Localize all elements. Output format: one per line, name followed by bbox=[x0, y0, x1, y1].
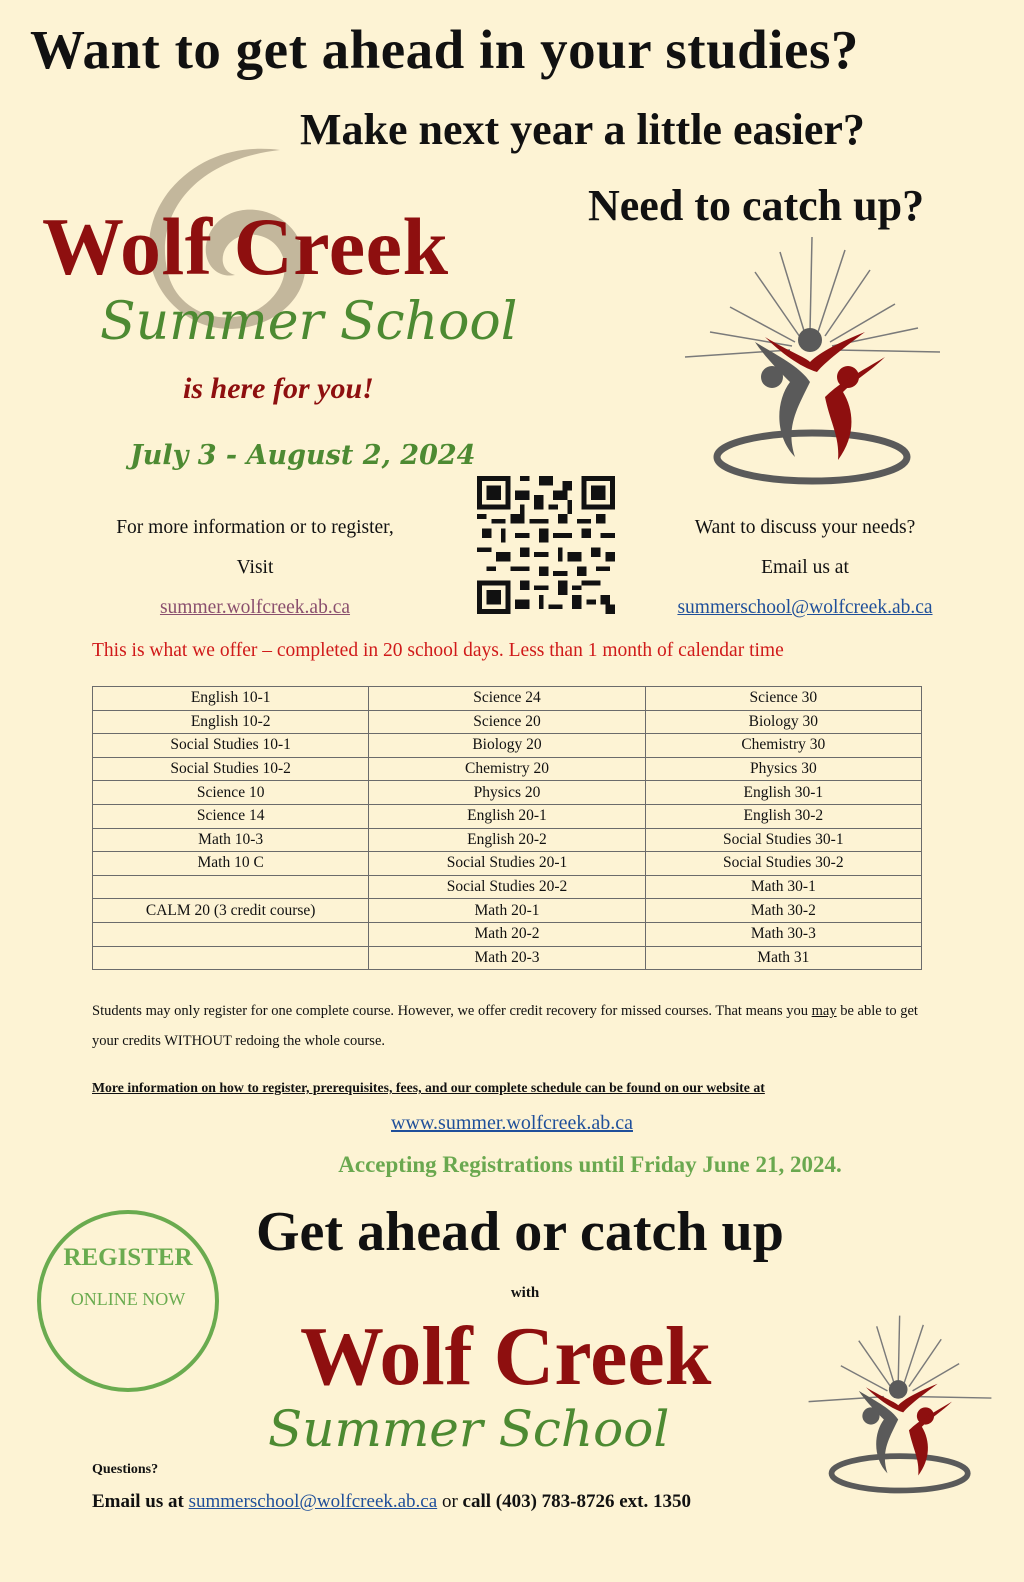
course-cell: Biology 20 bbox=[369, 734, 645, 758]
info-contact-line2: Email us at bbox=[761, 557, 849, 578]
course-row bbox=[93, 804, 922, 828]
brand-wolf-creek: Wolf Creek bbox=[42, 201, 449, 292]
course-table bbox=[92, 686, 922, 970]
course-row bbox=[93, 922, 922, 946]
info-contact-line1: Want to discuss your needs? bbox=[694, 517, 916, 538]
people-sunburst-emblem-icon bbox=[805, 1312, 995, 1502]
course-row bbox=[93, 710, 922, 734]
course-cell: Social Studies 20-2 bbox=[369, 875, 645, 899]
course-cell: Science 24 bbox=[369, 687, 645, 711]
course-row bbox=[93, 781, 922, 805]
website-link[interactable]: www.summer.wolfcreek.ab.ca bbox=[391, 1112, 633, 1134]
course-cell: Math 30-3 bbox=[645, 922, 921, 946]
course-cell: English 30-2 bbox=[645, 804, 921, 828]
info-register bbox=[80, 508, 430, 628]
course-cell: Science 20 bbox=[369, 710, 645, 734]
course-cell: English 20-1 bbox=[369, 804, 645, 828]
headline-next-year: Make next year a little easier? bbox=[300, 105, 865, 154]
tagline: is here for you! bbox=[183, 372, 374, 405]
note-part2: be able to get your credits WITHOUT redoing the whole course. bbox=[92, 1003, 918, 1049]
note-part1: Students may only register for one complete course. However, we offer credit recovery for missed courses. That means you bbox=[92, 1003, 812, 1019]
course-cell: Math 20-3 bbox=[369, 946, 645, 970]
course-row bbox=[93, 734, 922, 758]
course-cell: Physics 20 bbox=[369, 781, 645, 805]
registration-deadline: Accepting Registrations until Friday June 21, 2024. bbox=[338, 1152, 842, 1177]
info-register-line1: For more information or to register, bbox=[116, 517, 394, 538]
course-cell: Math 30-1 bbox=[645, 875, 921, 899]
course-cell: Math 10 C bbox=[93, 852, 369, 876]
course-cell bbox=[93, 922, 369, 946]
course-cell: Social Studies 10-2 bbox=[93, 757, 369, 781]
footer-phone[interactable]: call (403) 783-8726 ext. 1350 bbox=[462, 1491, 691, 1512]
website-link-wrapper bbox=[0, 1112, 1024, 1135]
footer-brand-summer-school: Summer School bbox=[268, 1400, 670, 1458]
note-may: may bbox=[811, 1003, 837, 1019]
course-cell: English 20-2 bbox=[369, 828, 645, 852]
footer-email-prefix: Email us at bbox=[92, 1491, 184, 1512]
footer-contact bbox=[92, 1491, 691, 1513]
footer-brand-wolf-creek: Wolf Creek bbox=[300, 1310, 712, 1403]
course-row bbox=[93, 757, 922, 781]
course-row bbox=[93, 875, 922, 899]
more-info-statement: More information on how to register, prerequisites, fees, and our complete schedule can be found on our website at bbox=[92, 1080, 765, 1095]
course-cell: Math 20-2 bbox=[369, 922, 645, 946]
course-row bbox=[93, 946, 922, 970]
brand-summer-school: Summer School bbox=[100, 292, 518, 352]
session-dates: July 3 - August 2, 2024 bbox=[130, 440, 476, 471]
course-cell: Chemistry 20 bbox=[369, 757, 645, 781]
course-cell: Chemistry 30 bbox=[645, 734, 921, 758]
course-cell: Social Studies 10-1 bbox=[93, 734, 369, 758]
course-cell: English 10-1 bbox=[93, 687, 369, 711]
registration-note bbox=[92, 996, 922, 1056]
course-cell: Math 10-3 bbox=[93, 828, 369, 852]
register-subtitle: ONLINE NOW bbox=[70, 1289, 186, 1309]
course-row bbox=[93, 828, 922, 852]
course-cell: Social Studies 20-1 bbox=[369, 852, 645, 876]
footer-with: with bbox=[510, 1285, 540, 1301]
offer-statement: This is what we offer – completed in 20 school days. Less than 1 month of calendar time bbox=[92, 640, 784, 661]
course-cell: English 10-2 bbox=[93, 710, 369, 734]
course-cell: CALM 20 (3 credit course) bbox=[93, 899, 369, 923]
register-title: REGISTER bbox=[63, 1244, 193, 1271]
course-cell: Math 31 bbox=[645, 946, 921, 970]
people-sunburst-emblem-icon bbox=[680, 232, 945, 497]
course-cell: Biology 30 bbox=[645, 710, 921, 734]
course-cell bbox=[93, 946, 369, 970]
footer-slogan: Get ahead or catch up bbox=[256, 1201, 784, 1263]
course-cell: Science 30 bbox=[645, 687, 921, 711]
qr-code-icon[interactable] bbox=[477, 476, 615, 614]
course-cell: Math 30-2 bbox=[645, 899, 921, 923]
course-cell: Math 20-1 bbox=[369, 899, 645, 923]
course-row bbox=[93, 687, 922, 711]
course-cell: Social Studies 30-2 bbox=[645, 852, 921, 876]
summer-site-link[interactable]: summer.wolfcreek.ab.ca bbox=[159, 597, 351, 618]
headline-get-ahead: Want to get ahead in your studies? bbox=[30, 19, 859, 80]
course-cell: Social Studies 30-1 bbox=[645, 828, 921, 852]
course-row bbox=[93, 852, 922, 876]
course-cell: Science 10 bbox=[93, 781, 369, 805]
info-contact bbox=[640, 508, 970, 628]
footer-or: or bbox=[441, 1491, 458, 1512]
course-cell: Science 14 bbox=[93, 804, 369, 828]
course-cell bbox=[93, 875, 369, 899]
footer-email-link[interactable]: summerschool@wolfcreek.ab.ca bbox=[188, 1491, 438, 1512]
questions-label: Questions? bbox=[92, 1462, 159, 1477]
course-row bbox=[93, 899, 922, 923]
course-cell: English 30-1 bbox=[645, 781, 921, 805]
email-link[interactable]: summerschool@wolfcreek.ab.ca bbox=[677, 597, 933, 618]
course-cell: Physics 30 bbox=[645, 757, 921, 781]
headline-catch-up: Need to catch up? bbox=[588, 181, 925, 230]
info-register-line2: Visit bbox=[236, 557, 274, 578]
